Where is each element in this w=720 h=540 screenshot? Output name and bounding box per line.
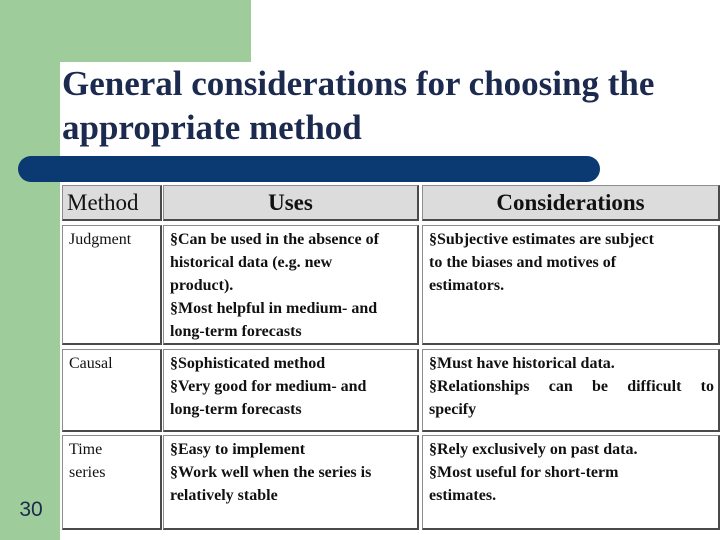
considerations-line: §Subjective estimates are subject xyxy=(429,231,654,248)
uses-line: §Can be used in the absence of xyxy=(170,231,379,248)
method-text: Judgment xyxy=(69,231,132,248)
slide-number: 30 xyxy=(19,498,43,521)
considerations-line: to the biases and motives of xyxy=(429,254,617,271)
uses-line: relatively stable xyxy=(170,487,278,504)
title-underline-bar xyxy=(18,156,600,182)
considerations-line: estimators. xyxy=(429,277,505,294)
row-causal-considerations xyxy=(422,349,720,432)
row-timeseries-uses xyxy=(163,435,419,530)
uses-line: §Work well when the series is xyxy=(170,464,372,481)
considerations-line: §Relationships can be difficult to xyxy=(429,378,714,395)
slide-title: General considerations for choosing the appropriate method xyxy=(62,64,655,147)
considerations-line: §Most useful for short-term xyxy=(429,464,619,481)
row-judgment-uses xyxy=(163,225,419,345)
uses-line: long-term forecasts xyxy=(170,323,302,340)
considerations-line: §Rely exclusively on past data. xyxy=(429,441,638,458)
row-judgment-considerations xyxy=(422,225,720,345)
header-method-label: Method xyxy=(67,190,139,215)
uses-line: historical data (e.g. new xyxy=(170,254,333,271)
considerations-line: specify xyxy=(429,401,477,418)
method-text: series xyxy=(69,464,106,481)
considerations-line: §Must have historical data. xyxy=(429,355,615,372)
row-timeseries-considerations xyxy=(422,435,720,530)
uses-line: long-term forecasts xyxy=(170,401,302,418)
method-text: Causal xyxy=(69,355,113,372)
header-method xyxy=(62,185,162,221)
row-causal-method xyxy=(62,349,162,432)
uses-line: §Sophisticated method xyxy=(170,355,326,372)
green-accent-left xyxy=(0,0,60,540)
uses-line: product). xyxy=(170,277,234,294)
row-timeseries-method xyxy=(62,435,162,530)
row-causal-uses xyxy=(163,349,419,432)
uses-line: §Easy to implement xyxy=(170,441,306,458)
header-considerations: Considerations xyxy=(422,185,720,221)
header-uses: Uses xyxy=(163,185,419,221)
row-judgment-method xyxy=(62,225,162,345)
considerations-line: estimates. xyxy=(429,487,497,504)
method-text: Time xyxy=(69,441,103,458)
uses-line: §Very good for medium- and xyxy=(170,378,367,395)
uses-line: §Most helpful in medium- and xyxy=(170,300,378,317)
